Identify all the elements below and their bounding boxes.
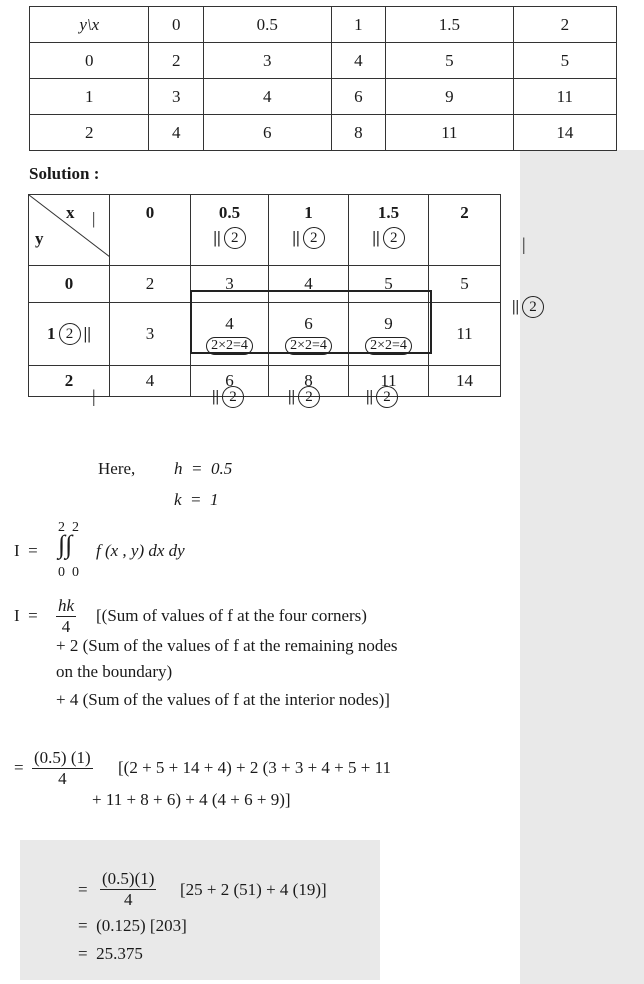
table-cell: 5 [386, 43, 514, 79]
grid-cell-value: 6 [304, 313, 313, 333]
right-row-multiplier [512, 296, 544, 318]
substitution-fraction [32, 748, 93, 789]
fraction-numerator: hk [58, 596, 75, 615]
fraction-denominator: 4 [123, 890, 133, 909]
table-header-cell: 1 [331, 7, 385, 43]
data-table [29, 6, 617, 151]
table-header-row [30, 7, 617, 43]
grid-cell: 5 [429, 266, 501, 303]
right-tick-mark: | [522, 234, 526, 254]
corner-y-label: y [35, 229, 44, 248]
table-cell: 2 [30, 115, 149, 151]
grid-col-head: 2 [429, 195, 501, 266]
table-header-cell: 2 [513, 7, 616, 43]
integral-upper-limits: 2 2 [58, 520, 79, 535]
substitution-line-1: [(2 + 5 + 14 + 4) + 2 (3 + 3 + 4 + 5 + 11 [118, 758, 391, 777]
table-header-cell: y\x [30, 7, 149, 43]
multiplier-circle: 2 [376, 386, 398, 408]
grid-cell: 5 [349, 266, 429, 303]
bottom-multiplier [212, 386, 244, 408]
table-cell: 6 [331, 79, 385, 115]
multiplier-bar: || [213, 228, 221, 247]
grid-col-head: 1 [304, 203, 313, 222]
multiplier-circle: 2 [383, 227, 405, 249]
grid-cell: 14 [429, 366, 501, 397]
multiplier-bar: || [512, 298, 520, 315]
table-cell: 11 [386, 115, 514, 151]
fraction-numerator: (0.5) (1) [34, 748, 91, 767]
h-value: h = 0.5 [174, 459, 233, 478]
k-value: k = 1 [174, 490, 219, 509]
grid-cell: 4 [110, 366, 191, 397]
grid-col-head: 1.5 [377, 203, 400, 222]
table-cell: 9 [386, 79, 514, 115]
formula-line-3: on the boundary) [56, 662, 173, 681]
solution-heading: Solution : [29, 164, 100, 183]
background-shade-bottom [20, 840, 380, 980]
integral-lower-limits: 0 0 [58, 565, 79, 580]
grid-cell: 6 [191, 366, 269, 397]
table-cell: 11 [513, 79, 616, 115]
fraction-numerator: (0.5)(1) [102, 869, 155, 888]
grid-col-head-cell [269, 195, 349, 266]
table-cell: 3 [203, 43, 331, 79]
formula-line-1: [(Sum of values of f at the four corners) [96, 606, 367, 625]
multiplier-bar: || [83, 324, 91, 343]
table-cell: 5 [513, 43, 616, 79]
multiplier-bar: || [288, 388, 296, 405]
formula-line-4: + 4 (Sum of the values of f at the interior nodes)] [56, 690, 390, 709]
background-shade-right [520, 150, 644, 984]
table-cell: 4 [331, 43, 385, 79]
simplify-fraction [100, 869, 156, 910]
table-cell: 14 [513, 115, 616, 151]
corner-cell [29, 195, 110, 266]
substitution-line-2: + 11 + 8 + 6) + 4 (4 + 6 + 9)] [92, 790, 291, 809]
table-cell: 8 [331, 115, 385, 151]
formula-line-2: + 2 (Sum of the values of f at the remaining nodes [56, 636, 398, 655]
multiplier-bar: || [212, 388, 220, 405]
table-header-cell: 0.5 [203, 7, 331, 43]
multiplier-bar: || [292, 228, 300, 247]
integrand: f (x , y) dx dy [96, 541, 185, 560]
multiplier-bar: || [372, 228, 380, 247]
interior-product: 2×2=4 [206, 337, 253, 355]
multiplier [269, 227, 348, 249]
fraction-denominator: 4 [61, 617, 71, 636]
row-head-multiplier [29, 323, 109, 345]
grid-header-row [29, 195, 501, 266]
formula-fraction [56, 596, 76, 637]
bottom-multiplier [366, 386, 398, 408]
grid-cell-value: 9 [384, 313, 393, 333]
substitution-eq: = [14, 758, 24, 777]
multiplier-circle: 2 [522, 296, 544, 318]
grid-cell-value: 4 [225, 313, 234, 333]
grid-row-head: 0 [29, 266, 110, 303]
fraction-denominator: 4 [58, 769, 67, 788]
grid-row-head-cell [29, 303, 110, 366]
table-cell: 2 [149, 43, 203, 79]
simplify-bracket: [25 + 2 (51) + 4 (19)] [180, 880, 327, 899]
table-cell: 0 [30, 43, 149, 79]
multiplier [349, 227, 428, 249]
formula-lhs: I = [14, 606, 38, 625]
grid-cell: 3 [191, 266, 269, 303]
table-cell: 1 [30, 79, 149, 115]
grid-col-head: 0 [110, 195, 191, 266]
table-cell: 4 [149, 115, 203, 151]
grid-row-head: 1 [47, 324, 56, 343]
table-cell: 3 [149, 79, 203, 115]
final-result: = 25.375 [78, 944, 143, 963]
multiplier-circle: 2 [222, 386, 244, 408]
table-cell: 4 [203, 79, 331, 115]
corner-bar: | [92, 209, 96, 228]
multiplier-circle: 2 [59, 323, 81, 345]
interior-product: 2×2=4 [365, 337, 412, 355]
grid-col-head: 0.5 [218, 203, 241, 222]
grid-row-head: 2 [29, 366, 110, 397]
interior-nodes-box [190, 290, 432, 354]
grid-col-head-cell [191, 195, 269, 266]
bottom-tick-mark: | [92, 386, 96, 406]
grid-cell: 11 [429, 303, 501, 366]
integral-lhs: I = [14, 541, 38, 560]
table-header-cell: 0 [149, 7, 203, 43]
interior-product: 2×2=4 [285, 337, 332, 355]
table-cell: 6 [203, 115, 331, 151]
table-row [30, 115, 617, 151]
simplify-step-2: = (0.125) [203] [78, 916, 187, 935]
grid-cell: 8 [269, 366, 349, 397]
grid-cell: 2 [110, 266, 191, 303]
grid-col-head-cell [349, 195, 429, 266]
grid-cell: 11 [349, 366, 429, 397]
here-label: Here, [98, 459, 136, 478]
table-row [30, 43, 617, 79]
multiplier-circle: 2 [224, 227, 246, 249]
table-row [30, 79, 617, 115]
grid-cell: 3 [110, 303, 191, 366]
multiplier-circle: 2 [298, 386, 320, 408]
simplify-eq: = [78, 880, 88, 899]
multiplier-circle: 2 [303, 227, 325, 249]
multiplier [191, 227, 268, 249]
double-integral-sign: ∫∫ [58, 530, 73, 559]
grid-row [29, 366, 501, 397]
grid-cell: 4 [269, 266, 349, 303]
multiplier-bar: || [366, 388, 374, 405]
table-header-cell: 1.5 [386, 7, 514, 43]
bottom-multiplier [288, 386, 320, 408]
corner-x-label: x [66, 203, 75, 222]
